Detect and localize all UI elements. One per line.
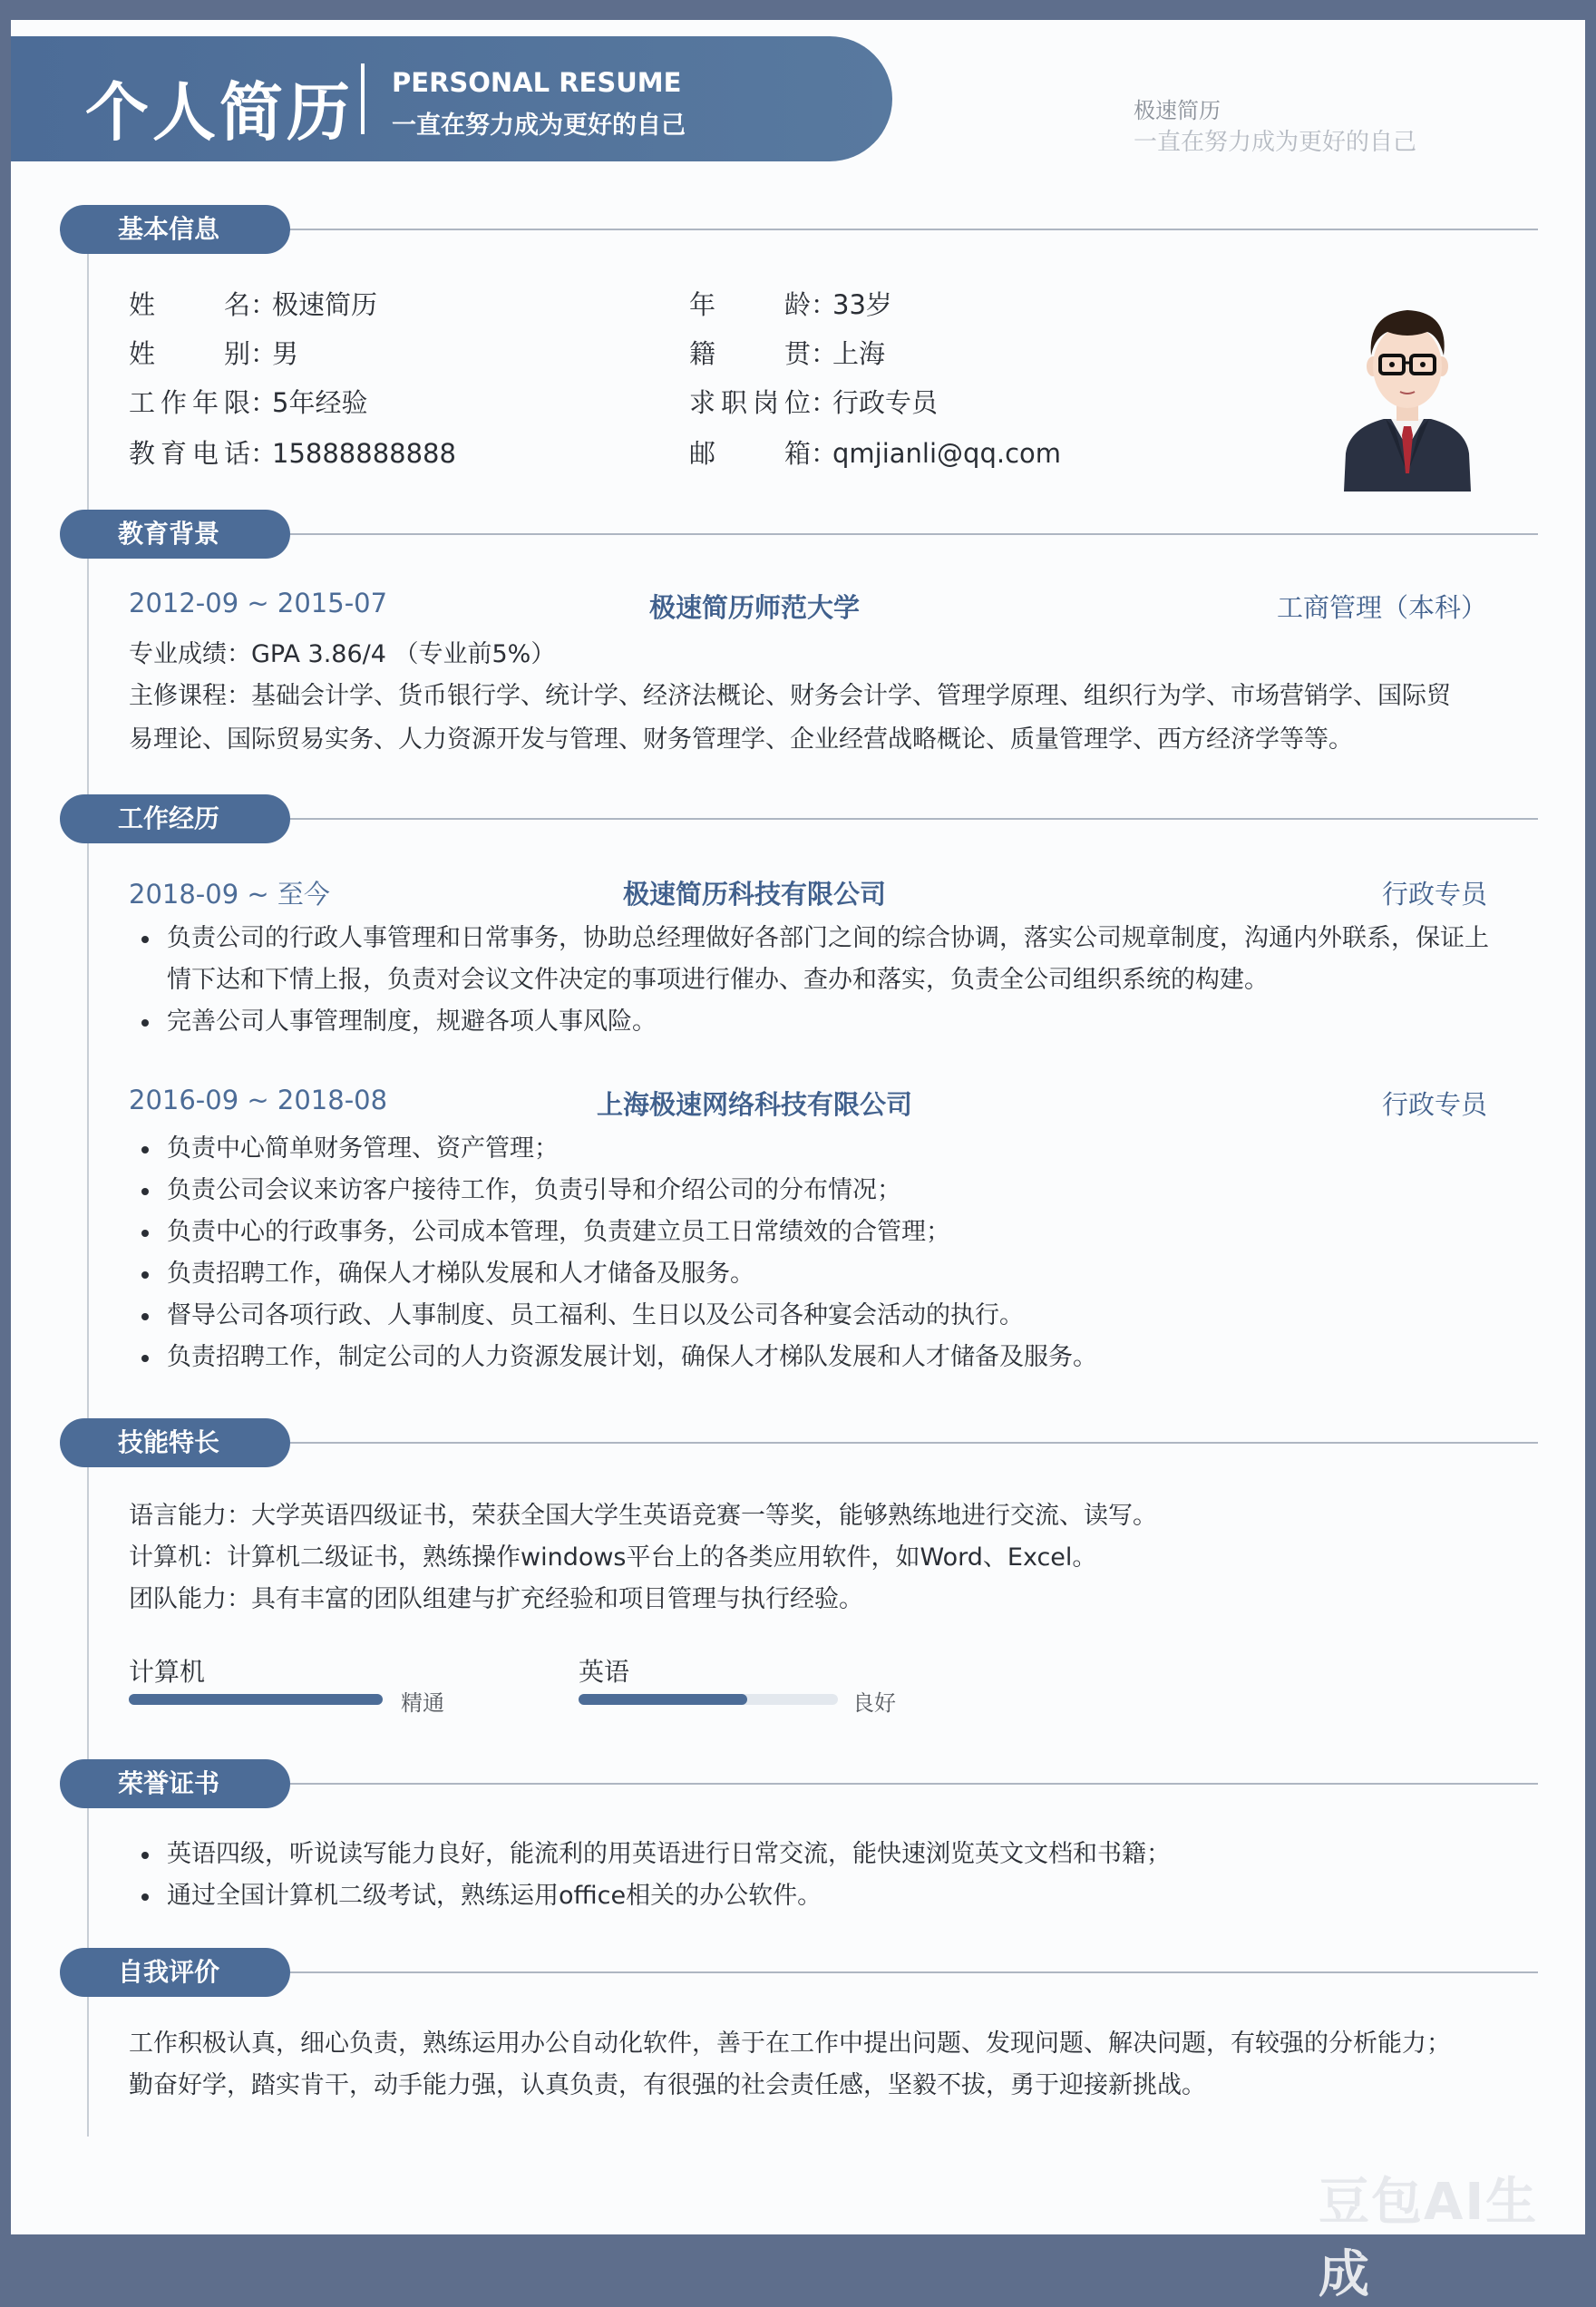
work-date: 2018-09 ~ 至今 — [129, 879, 330, 910]
education-school: 极速简历师范大学 — [648, 592, 860, 623]
section-divider — [290, 533, 1538, 535]
resume-title: 个人简历 — [85, 75, 354, 150]
resume-slogan: 一直在努力成为更好的自己 — [392, 112, 686, 140]
list-item: 负责招聘工作，确保人才梯队发展和人才储备及服务。 — [129, 1253, 1507, 1295]
info-value: 男 — [272, 338, 299, 369]
work-role: 行政专员 — [1381, 1089, 1487, 1120]
section-divider — [290, 1442, 1538, 1444]
section-title-education: 教育背景 — [60, 510, 290, 559]
section-header-basic — [60, 205, 1538, 254]
info-position-row: 求职岗位：行政专员 — [689, 383, 938, 420]
list-item: 负责公司的行政人事管理和日常事务，协助总经理做好各部门之间的综合协调，落实公司规章制度，沟通内外联系，保证上情下达和下情上报，负责对会议文件决定的事项进行催办、查办和落实，负责全公司组织系统的构建。 — [129, 918, 1507, 1001]
work-company: 上海极速网络科技有限公司 — [596, 1089, 912, 1120]
info-email-row: 邮 箱：qmjianli@qq.com — [689, 433, 1061, 471]
education-major: 工商管理（本科） — [1276, 592, 1487, 623]
info-label: 姓 名 — [129, 289, 250, 320]
watermark-slogan: 一直在努力成为更好的自己 — [1134, 129, 1417, 156]
info-phone-row: 教育电话：15888888888 — [129, 433, 456, 471]
skill-bar-english — [579, 1694, 838, 1705]
honors-list — [129, 1834, 1507, 1917]
skill-bar-fill — [129, 1694, 383, 1705]
section-divider — [290, 1971, 1538, 1973]
list-item: 负责公司会议来访客户接待工作，负责引导和介绍公司的分布情况； — [129, 1170, 1507, 1212]
info-label: 邮 箱 — [689, 438, 811, 469]
resume-page — [11, 20, 1585, 2304]
info-label: 求职岗位 — [689, 387, 811, 418]
header-divider — [361, 63, 365, 134]
section-title-work: 工作经历 — [60, 794, 290, 843]
info-label: 教育电话 — [129, 438, 250, 469]
skill-bar-level: 精通 — [401, 1690, 444, 1716]
skill-language: 语言能力：大学英语四级证书，荣获全国大学生英语竞赛一等奖，能够熟练地进行交流、读写。 — [129, 1502, 1157, 1530]
info-experience-row: 工作年限：5年经验 — [129, 383, 367, 420]
info-value: 5年经验 — [272, 387, 368, 418]
skill-bar-label: 计算机 — [129, 1657, 206, 1687]
work-duties-list — [129, 1128, 1507, 1378]
info-value: 极速简历 — [272, 289, 378, 320]
section-title-self: 自我评价 — [60, 1948, 290, 1997]
info-name-row: 姓 名：极速简历 — [129, 285, 377, 322]
section-title-skills: 技能特长 — [60, 1418, 290, 1467]
skill-bar-fill — [579, 1694, 747, 1705]
section-header-work — [60, 794, 1538, 843]
skill-teamwork: 团队能力：具有丰富的团队组建与扩充经验和项目管理与执行经验。 — [129, 1585, 863, 1613]
section-header-self — [60, 1948, 1538, 1997]
section-header-education — [60, 510, 1538, 559]
work-duties-list — [129, 918, 1507, 1043]
section-header-honors — [60, 1759, 1538, 1808]
list-item: 通过全国计算机二级考试，熟练运用office相关的办公软件。 — [129, 1875, 1507, 1917]
info-label: 工作年限 — [129, 387, 250, 418]
education-courses-line2: 易理论、国际贸易实务、人力资源开发与管理、财务管理学、企业经营战略概论、质量管理学、西方经济学等等。 — [129, 725, 1353, 754]
info-label: 姓 别 — [129, 338, 250, 369]
info-hometown-row: 籍 贯：上海 — [689, 334, 885, 371]
info-value: 上海 — [832, 338, 886, 369]
list-item: 负责中心的行政事务，公司成本管理，负责建立员工日常绩效的合管理； — [129, 1212, 1507, 1253]
list-item: 督导公司各项行政、人事制度、员工福利、生日以及公司各种宴会活动的执行。 — [129, 1295, 1507, 1337]
info-value: 15888888888 — [272, 438, 456, 469]
self-eval-line1: 工作积极认真，细心负责，熟练运用办公自动化软件，善于在工作中提出问题、发现问题、解决问题，有较强的分析能力； — [129, 2030, 1451, 2058]
section-divider — [290, 1783, 1538, 1785]
info-label: 籍 贯 — [689, 338, 811, 369]
info-age-row: 年 龄：33岁 — [689, 285, 892, 322]
section-divider — [290, 818, 1538, 820]
education-courses-line1: 主修课程：基础会计学、货币银行学、统计学、经济法概论、财务会计学、管理学原理、组织行为学、市场营销学、国际贸 — [129, 682, 1451, 710]
skill-bar-level: 良好 — [852, 1690, 896, 1716]
work-company: 极速简历科技有限公司 — [622, 879, 886, 910]
info-value: qmjianli@qq.com — [832, 438, 1062, 469]
work-role: 行政专员 — [1381, 879, 1487, 910]
skill-bar-computer — [129, 1694, 383, 1705]
info-value: 33岁 — [832, 289, 892, 320]
info-gender-row: 姓 别：男 — [129, 334, 298, 371]
education-gpa: 专业成绩：GPA 3.86/4 （专业前5%） — [129, 640, 556, 668]
watermark-name: 极速简历 — [1134, 98, 1221, 123]
list-item: 负责招聘工作，制定公司的人力资源发展计划，确保人才梯队发展和人才储备及服务。 — [129, 1337, 1507, 1378]
self-eval-line2: 勤奋好学，踏实肯干，动手能力强，认真负责，有很强的社会责任感，坚毅不拔，勇于迎接新挑战。 — [129, 2071, 1206, 2099]
header-banner — [11, 36, 892, 161]
section-divider — [290, 229, 1538, 230]
skill-bar-label: 英语 — [579, 1657, 630, 1687]
info-label: 年 龄 — [689, 289, 811, 320]
education-date: 2012-09 ~ 2015-07 — [129, 588, 388, 618]
section-title-honors: 荣誉证书 — [60, 1759, 290, 1808]
section-header-skills — [60, 1418, 1538, 1467]
list-item: 英语四级，听说读写能力良好，能流利的用英语进行日常交流，能快速浏览英文文档和书籍； — [129, 1834, 1507, 1875]
info-value: 行政专员 — [832, 387, 939, 418]
section-title-basic: 基本信息 — [60, 205, 290, 254]
list-item: 负责中心简单财务管理、资产管理； — [129, 1128, 1507, 1170]
brand-watermark: 豆包AI生成 — [1319, 2173, 1539, 2304]
skill-computer: 计算机：计算机二级证书，熟练操作windows平台上的各类应用软件，如Word、Excel。 — [129, 1543, 1097, 1572]
avatar — [1340, 292, 1474, 492]
work-date: 2016-09 ~ 2018-08 — [129, 1085, 388, 1115]
list-item: 完善公司人事管理制度，规避各项人事风险。 — [129, 1001, 1507, 1043]
resume-title-english: PERSONAL RESUME — [392, 67, 682, 98]
